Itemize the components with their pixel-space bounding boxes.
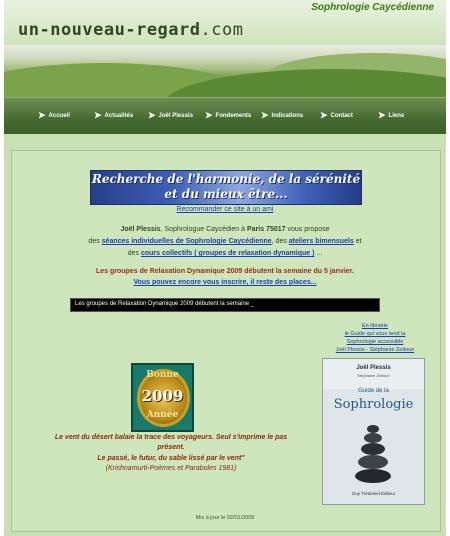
bonne-annee-2009-image — [131, 363, 194, 432]
logo-tld: .com — [200, 20, 244, 40]
arrow-icon: ➤ — [205, 110, 213, 120]
quote-line-2: présent. — [157, 444, 185, 451]
city-text: Paris 75017 — [246, 226, 286, 233]
nav-item-indications[interactable]: ➤ Indications — [261, 110, 304, 120]
nav-item-fondements[interactable]: ➤ Fondements — [205, 110, 252, 120]
arrow-icon: ➤ — [320, 110, 328, 120]
book-title: Sophrologie — [333, 397, 414, 412]
intro-line-3: des cours collectifs ( groupes de relaxation dynamique ) ... — [127, 250, 323, 257]
ateliers-link[interactable]: ateliers bimensuels — [288, 238, 354, 245]
quote-source: (Krishnamurti-Poèmes et Paraboles 1981) — [105, 465, 237, 472]
book-author: Joël Plessis — [356, 365, 391, 371]
book-link-2[interactable]: le Guide qui vous rend la — [344, 331, 406, 337]
arrow-icon: ➤ — [261, 110, 269, 120]
news-ticker — [70, 298, 380, 312]
intro-line-2: des séances individuelles de Sophrologie Caycédienne, des ateliers bimensuels et — [88, 238, 362, 245]
book-link-1[interactable]: En librairie — [362, 323, 388, 329]
logo-text: un-nouveau-regard — [18, 20, 201, 40]
banner-line-2: et du mieux être... — [164, 187, 288, 201]
arrow-icon: ➤ — [378, 110, 386, 120]
site-tagline: Sophrologie Caycédienne — [311, 2, 434, 13]
stones-icon — [353, 421, 393, 485]
last-updated: Mis à jour le 02/01/2009 — [195, 515, 255, 521]
intro-line-1: Joël Plessis, Sophrologue Caycédien à Paris 75017 vous propose — [120, 226, 330, 233]
site-header — [4, 0, 446, 45]
book-link-4[interactable]: Joël Plessis - Stéphanie Zeitoun — [335, 347, 415, 353]
badge-bottom-text: Année — [146, 410, 179, 420]
slogan-banner — [90, 170, 362, 205]
recommend-link[interactable]: Recommander ce site à un ami — [176, 206, 274, 213]
nav-item-liens[interactable]: ➤ Liens — [378, 110, 405, 120]
nav-item-contact[interactable]: ➤ Contact — [320, 110, 353, 120]
arrow-icon: ➤ — [148, 110, 156, 120]
quote-line-3: Le passé, le futur, du sable lissé par le vent" — [97, 455, 245, 462]
site-logo[interactable] — [18, 20, 243, 40]
seances-link[interactable]: séances individuelles de Sophrologie Caycédienne — [101, 238, 272, 245]
nav-item-actualites[interactable]: ➤ Actualités — [94, 110, 134, 120]
book-coauthor: Stéphanie Zeitoun — [357, 373, 390, 378]
nav-item-accueil[interactable]: ➤ Accueil — [38, 110, 70, 120]
cours-link[interactable]: cours collectifs ( groupes de relaxation dynamique ) — [140, 250, 315, 257]
book-link-3[interactable]: Sophrologie accessible — [346, 339, 404, 345]
book-guide-label: Guide de la — [358, 388, 389, 394]
arrow-icon: ➤ — [94, 110, 102, 120]
inscription-link[interactable]: Vous pouvez encore vous inscrire, il reste des places... — [133, 279, 317, 286]
header-landscape-image — [4, 45, 446, 97]
banner-line-1: Recherche de l'harmonie, de la sérénité — [91, 172, 361, 186]
arrow-icon: ➤ — [38, 110, 46, 120]
ticker-text: Les groupes de Relaxation Dynamique 2009 débutent la semaine _ — [75, 301, 255, 307]
badge-year: 2009 — [141, 387, 184, 405]
book-publisher: Guy Trédaniel Éditeur — [351, 491, 396, 496]
main-nav — [4, 97, 446, 134]
book-cover-image[interactable] — [322, 358, 425, 505]
quote-line-1: Le vent du désert balaie la trace des voyageurs. Seul s'imprime le pas — [54, 434, 288, 441]
author-name: Joël Plessis — [120, 226, 161, 233]
announcement-text: Les groupes de Relaxation Dynamique 2009 débutent la semaine du 5 janvier. — [96, 268, 354, 275]
badge-top-text: Bonne — [146, 370, 179, 380]
nav-item-joel-plessis[interactable]: ➤ Joël Plessis — [148, 110, 193, 120]
